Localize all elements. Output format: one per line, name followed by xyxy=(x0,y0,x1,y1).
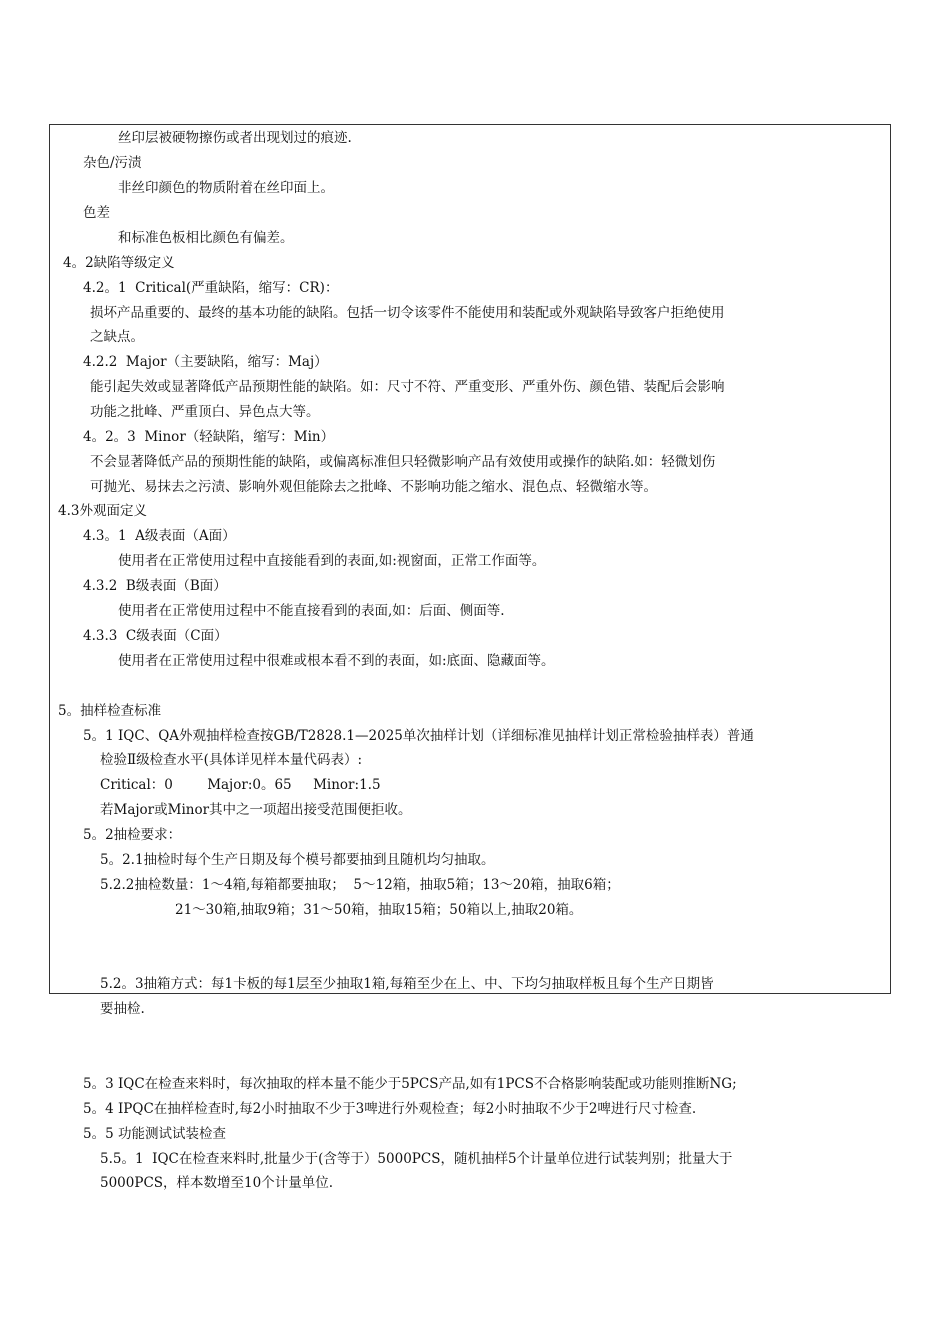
text-line: 5。3 IQC在检查来料时，每次抽取的样本量不能少于5PCS产品,如有1PCS不合格影响装配或功能则推断NG; xyxy=(83,1076,737,1092)
text-line: 之缺点。 xyxy=(90,329,144,345)
text-line: 5。1 IQC、QA外观抽样检查按GB/T2828.1—2025单次抽样计划（详细标准见抽样计划正常检验抽样表）普通 xyxy=(83,728,754,744)
text-line: 功能之批峰、严重顶白、异色点大等。 xyxy=(90,404,320,420)
text-line: 丝印层被硬物擦伤或者出现划过的痕迹. xyxy=(118,130,352,146)
text-line: 4.3.3 C级表面（C面） xyxy=(83,628,228,644)
text-line: 检验Ⅱ级检查水平(具体详见样本量代码表）: xyxy=(100,752,362,768)
text-line: 能引起失效或显著降低产品预期性能的缺陷。如：尺寸不符、严重变形、严重外伤、颜色错、装配后会影响 xyxy=(90,379,725,395)
text-line: 5。2.1抽检时每个生产日期及每个模号都要抽到且随机均匀抽取。 xyxy=(100,852,495,868)
text-line: 不会显著降低产品的预期性能的缺陷，或偏离标准但只轻微影响产品有效使用或操作的缺陷.如：轻微划伤 xyxy=(90,454,716,470)
text-line: 使用者在正常使用过程中很难或根本看不到的表面，如:底面、隐藏面等。 xyxy=(118,653,555,669)
text-line: 5。2抽检要求： xyxy=(83,827,182,843)
text-line: 若Major或Minor其中之一项超出接受范围便拒收。 xyxy=(100,802,412,818)
text-line: 5.2。3抽箱方式：每1卡板的每1层至少抽取1箱,每箱至少在上、中、下均匀抽取样板且每个生产日期皆 xyxy=(100,976,714,992)
text-line: 和标准色板相比颜色有偏差。 xyxy=(118,230,294,246)
text-line: Critical：0 Major:0。65 Minor:1.5 xyxy=(100,777,381,793)
text-line: 4.2.2 Major（主要缺陷，缩写：Maj） xyxy=(83,354,328,370)
text-line: 可抛光、易抹去之污渍、影响外观但能除去之批峰、不影响功能之缩水、混色点、轻微缩水等。 xyxy=(90,479,657,495)
text-line: 4.3。1 A级表面（A面） xyxy=(83,528,236,544)
text-line: 4.3.2 B级表面（B面） xyxy=(83,578,227,594)
text-line: 5。4 IPQC在抽样检查时,每2小时抽取不少于3啤进行外观检查；每2小时抽取不少于2啤进行尺寸检查. xyxy=(83,1101,697,1117)
text-line: 21～30箱,抽取9箱；31～50箱，抽取15箱；50箱以上,抽取20箱。 xyxy=(175,902,583,918)
text-line: 4.2。1 Critical(严重缺陷，缩写：CR)： xyxy=(83,280,339,296)
text-line: 使用者在正常使用过程中直接能看到的表面,如:视窗面，正常工作面等。 xyxy=(118,553,546,569)
text-line: 要抽检. xyxy=(100,1001,145,1017)
text-line: 色差 xyxy=(83,205,110,221)
text-line: 杂色/污渍 xyxy=(83,155,142,171)
text-line: 损坏产品重要的、最终的基本功能的缺陷。包括一切令该零件不能使用和装配或外观缺陷导致客户拒绝使用 xyxy=(90,305,725,321)
text-line: 4。2。3 Minor（轻缺陷，缩写：Min） xyxy=(83,429,335,445)
text-line: 5.5。1 IQC在检查来料时,批量少于(含等于）5000PCS，随机抽样5个计量单位进行试装判别；批量大于 xyxy=(100,1151,733,1167)
text-line: 使用者在正常使用过程中不能直接看到的表面,如：后面、侧面等. xyxy=(118,603,505,619)
text-line: 5。5 功能测试试装检查 xyxy=(83,1126,226,1142)
text-line: 非丝印颜色的物质附着在丝印面上。 xyxy=(118,180,334,196)
section-heading: 4.3外观面定义 xyxy=(58,503,147,519)
text-line: 5.2.2抽检数量：1～4箱,每箱都要抽取； 5～12箱，抽取5箱；13～20箱，抽取6箱； xyxy=(100,877,620,893)
text-line: 5000PCS，样本数增至10个计量单位. xyxy=(100,1175,333,1191)
section-heading: 5。抽样检查标准 xyxy=(58,703,162,719)
section-heading: 4。2缺陷等级定义 xyxy=(63,255,175,271)
